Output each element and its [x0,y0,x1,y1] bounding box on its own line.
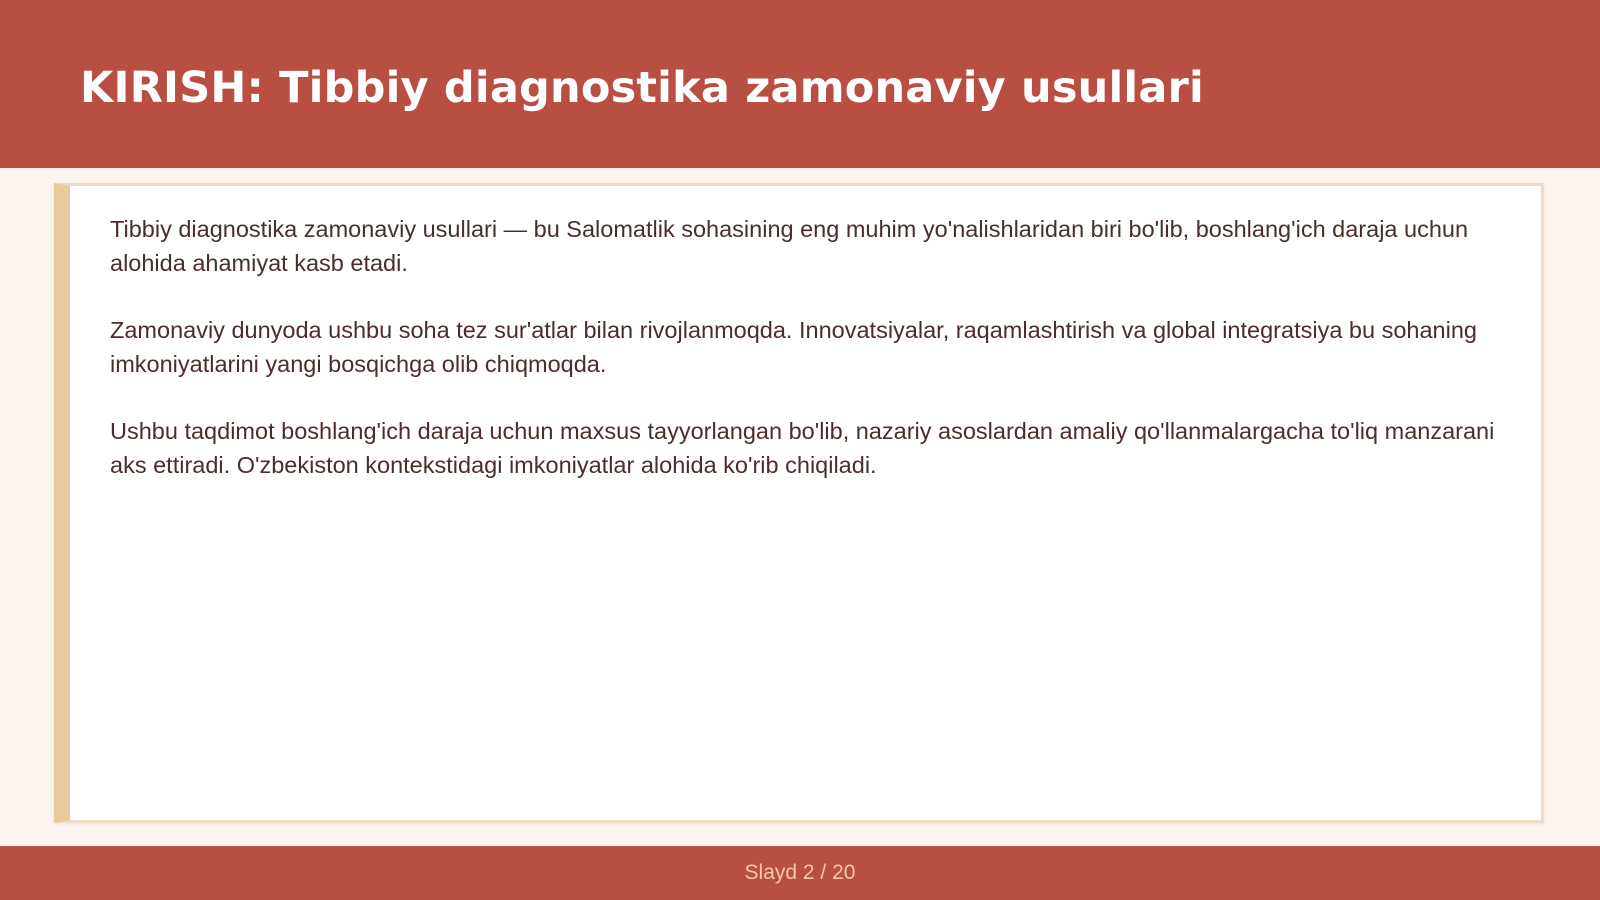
development-paragraph: Zamonaviy dunyoda ushbu soha tez sur'atlar bilan rivojlanmoqda. Innovatsiyalar, raqamlashtirish va global integratsiya bu sohaning imkoniyatlarini yangi bosqichga olib chiqmoqda. [110,317,1477,377]
slide-counter: Slayd 2 / 20 [744,861,856,884]
slide-footer [0,846,1600,900]
slide-header [0,0,1600,168]
content-body [110,212,1510,515]
presentation-purpose-paragraph: Ushbu taqdimot boshlang'ich daraja uchun maxsus tayyorlangan bo'lib, nazariy asoslardan amaliy qo'llanmalargacha to'liq manzarani aks ettiradi. O'zbekiston kontekstidagi imkoniyatlar alohida ko'rib chiqiladi. [110,418,1495,478]
content-card [54,183,1544,823]
slide-title: KIRISH: Tibbiy diagnostika zamonaviy usullari [80,63,1204,113]
intro-paragraph: Tibbiy diagnostika zamonaviy usullari — bu Salomatlik sohasining eng muhim yo'nalishlaridan biri bo'lib, boshlang'ich daraja uchun alohida ahamiyat kasb etadi. [110,216,1469,276]
